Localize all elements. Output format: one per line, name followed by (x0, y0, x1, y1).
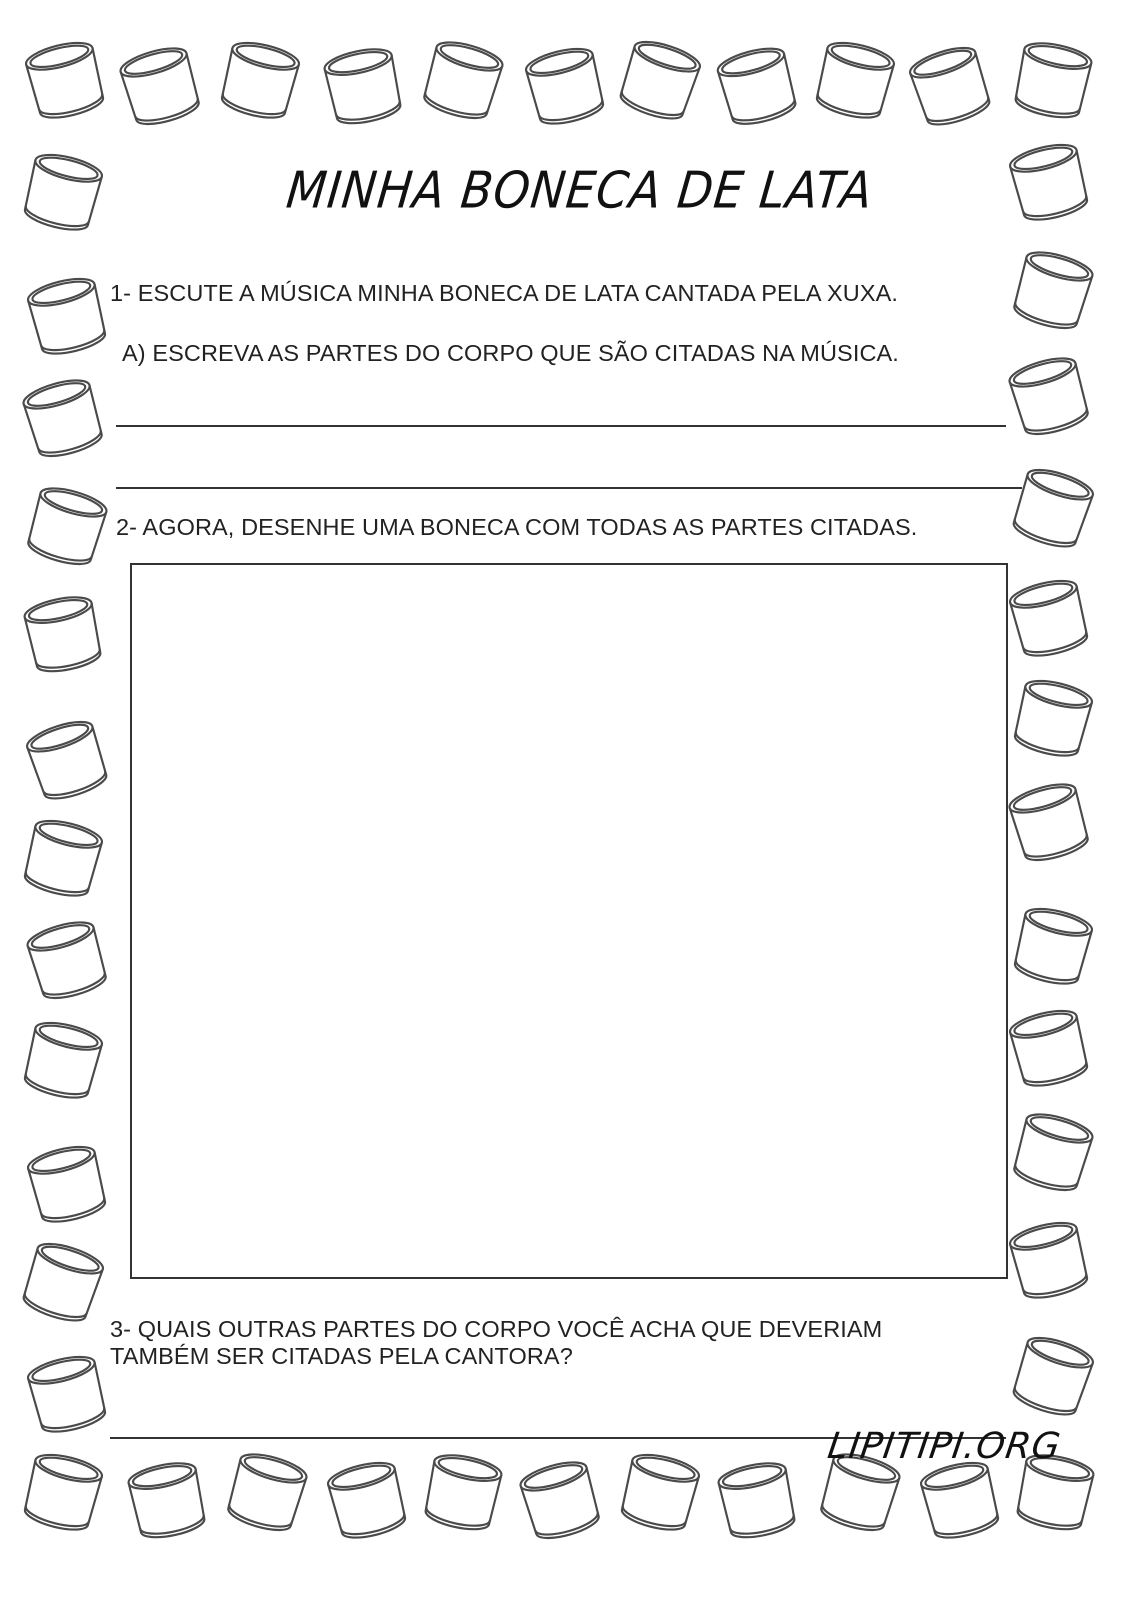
tin-can-icon (510, 30, 619, 139)
drawing-area[interactable] (130, 563, 1008, 1279)
tin-can-icon (10, 24, 119, 133)
answer-line-1[interactable] (116, 425, 1006, 427)
tin-can-icon (800, 24, 909, 133)
tin-can-icon (114, 1446, 221, 1553)
tin-can-icon (8, 136, 117, 245)
tin-can-icon (997, 233, 1108, 344)
tin-can-icon (312, 1444, 421, 1553)
site-watermark: LIPITIPI.ORG (825, 1426, 1064, 1467)
tin-can-icon (994, 126, 1103, 235)
question-1a: A) ESCREVA AS PARTES DO CORPO QUE SÃO CITADAS NA MÚSICA. (122, 340, 899, 366)
question-2: 2- AGORA, DESENHE UMA BONECA COM TODAS AS PARTES CITADAS. (116, 514, 918, 540)
tin-can-icon (994, 562, 1103, 671)
tin-can-icon (998, 890, 1107, 999)
tin-can-icon (310, 32, 417, 139)
tin-can-icon (994, 992, 1103, 1101)
tin-can-icon (410, 1438, 517, 1545)
tin-can-icon (12, 260, 121, 369)
tin-can-icon (6, 1224, 119, 1337)
tin-can-icon (993, 339, 1104, 450)
tin-can-icon (407, 23, 518, 134)
tin-can-icon (211, 1435, 322, 1546)
question-1: 1- ESCUTE A MÚSICA MINHA BONECA DE LATA CANTADA PELA XUXA. (110, 280, 899, 306)
tin-can-icon (998, 662, 1107, 771)
tin-can-icon (993, 765, 1104, 876)
answer-line-2[interactable] (116, 487, 1022, 489)
tin-can-icon (12, 1128, 121, 1237)
tin-can-icon (11, 903, 122, 1014)
tin-can-icon (603, 22, 716, 135)
question-3-line-2: TAMBÉM SER CITADAS PELA CANTORA? (110, 1343, 573, 1369)
tin-can-icon (7, 361, 118, 472)
tin-can-icon (10, 702, 123, 815)
tin-can-icon (996, 1318, 1109, 1431)
tin-can-icon (605, 1436, 714, 1545)
page-title: MINHA BONECA DE LATA (283, 160, 876, 220)
tin-can-icon (994, 1204, 1103, 1313)
tin-can-icon (12, 1338, 121, 1447)
tin-can-icon (104, 29, 215, 140)
tin-can-icon (8, 1436, 117, 1545)
tin-can-icon (1000, 26, 1107, 133)
tin-can-icon (702, 30, 812, 140)
question-3 (110, 1316, 1010, 1370)
tin-can-icon (504, 1443, 615, 1554)
question-3-line-1: 3- QUAIS OUTRAS PARTES DO CORPO VOCÊ ACHA QUE DEVERIAM (110, 1316, 883, 1342)
tin-can-icon (8, 1004, 117, 1113)
tin-can-icon (893, 28, 1006, 141)
tin-can-icon (704, 1446, 811, 1553)
tin-can-icon (10, 580, 117, 687)
tin-can-icon (11, 469, 122, 580)
tin-can-icon (996, 450, 1109, 563)
tin-can-icon (205, 24, 314, 133)
tin-can-icon (8, 802, 117, 911)
tin-can-icon (997, 1095, 1108, 1206)
